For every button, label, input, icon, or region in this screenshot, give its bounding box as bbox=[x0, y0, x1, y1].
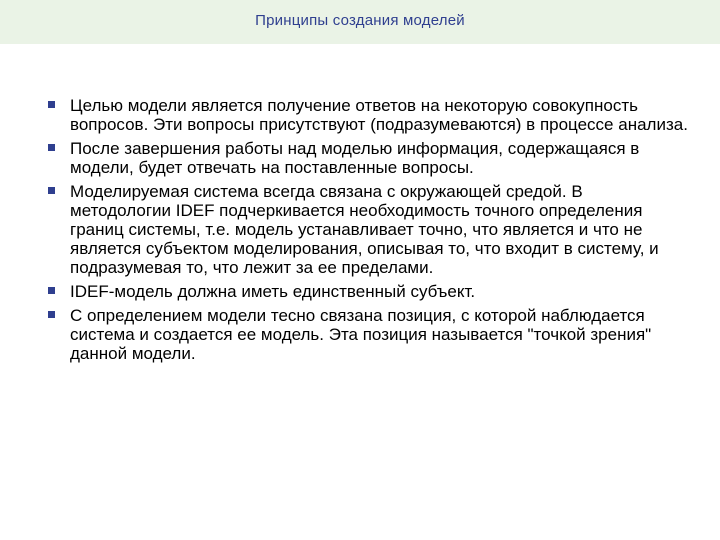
bullet-item bbox=[48, 139, 688, 177]
bullet-item bbox=[48, 282, 688, 301]
bullet-text: После завершения работы над моделью информация, содержащаяся в модели, будет отвечать на поставленные вопросы. bbox=[70, 139, 640, 177]
bullet-item bbox=[48, 306, 688, 363]
bullet-text: IDEF-модель должна иметь единственный субъект. bbox=[70, 282, 476, 301]
bullet-item bbox=[48, 96, 688, 134]
square-bullet-icon bbox=[48, 287, 55, 294]
square-bullet-icon bbox=[48, 187, 55, 194]
slide-content bbox=[48, 96, 688, 368]
bullet-list bbox=[48, 96, 688, 363]
square-bullet-icon bbox=[48, 311, 55, 318]
bullet-text: Моделируемая система всегда связана с окружающей средой. В методологии IDEF подчеркивается необходимость точного определения границ системы, т.е. модель устанавливает точно, что является и что не является субъектом моделирования, описывая то, что входит в систему, и подразумевая то, что лежит за ее пределами. bbox=[70, 182, 659, 277]
bullet-item bbox=[48, 182, 688, 277]
bullet-text: С определением модели тесно связана позиция, с которой наблюдается система и создается ее модель. Эта позиция называется "точкой зрения" данной модели. bbox=[70, 306, 652, 363]
square-bullet-icon bbox=[48, 101, 55, 108]
square-bullet-icon bbox=[48, 144, 55, 151]
bullet-text: Целью модели является получение ответов на некоторую совокупность вопросов. Эти вопросы присутствуют (подразумеваются) в процессе анализа. bbox=[70, 96, 688, 134]
slide-title: Принципы создания моделей bbox=[255, 12, 465, 29]
